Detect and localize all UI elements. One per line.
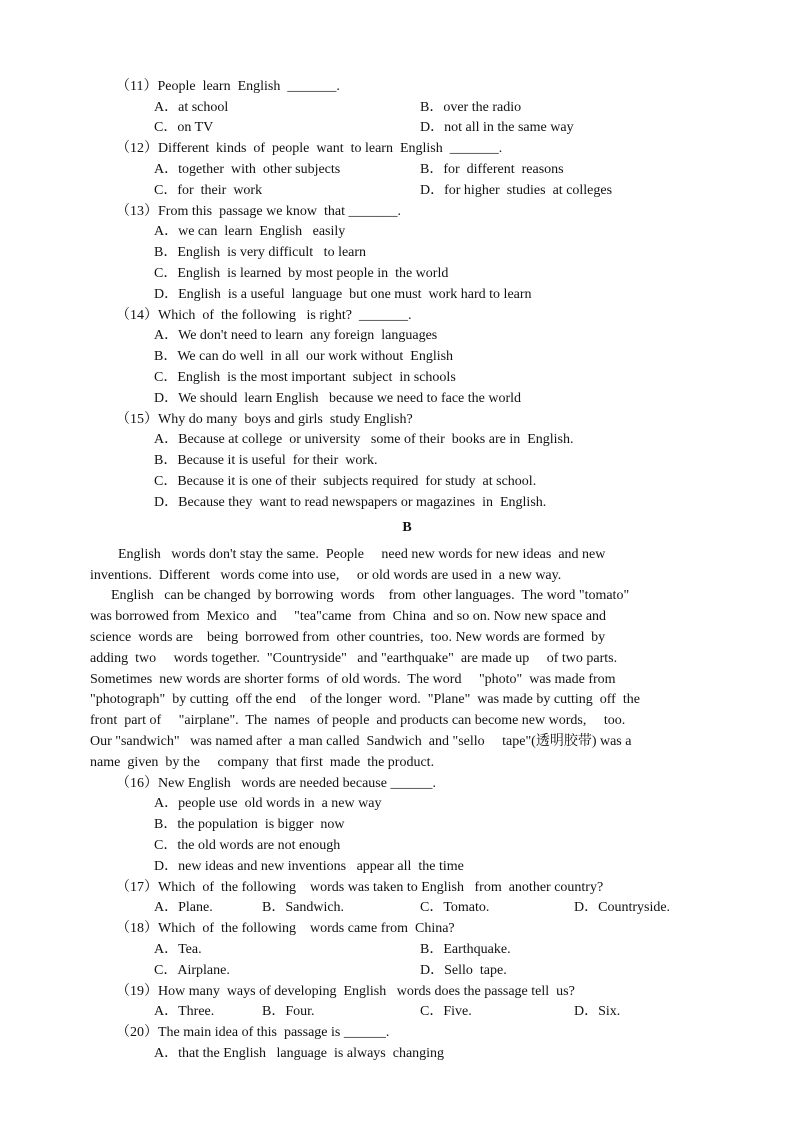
question-15-option-b: B．Because it is useful for their work. <box>154 453 378 468</box>
question-15-option-a: A．Because at college or university some of their books are in English. <box>154 432 574 447</box>
question-13-option-b: B．English is very difficult to learn <box>154 245 367 260</box>
question-16-option-b: B．the population is bigger now <box>154 817 345 832</box>
question-11-option-c: C．on TV <box>154 120 214 135</box>
passage-line: inventions. Different words come into use, or old words are used in a new way. <box>90 568 562 583</box>
question-12-option-a: A．together with other subjects <box>154 162 341 177</box>
question-19-option-a: A．Three. <box>154 1004 215 1019</box>
passage-line: Sometimes new words are shorter forms of old words. The word "photo" was made from <box>90 672 616 687</box>
question-18-option-b: B．Earthquake. <box>420 942 511 957</box>
question-18-option-c: C．Airplane. <box>154 963 230 978</box>
question-12-stem: （12）Different kinds of people want to learn English _______. <box>116 141 503 156</box>
question-17-option-b: B．Sandwich. <box>262 900 345 915</box>
question-13-option-c: C．English is learned by most people in the world <box>154 266 449 281</box>
question-13-option-d: D．English is a useful language but one must work hard to learn <box>154 287 532 302</box>
question-11-option-d: D．not all in the same way <box>420 120 574 135</box>
question-16-stem: （16）New English words are needed because ______. <box>116 776 436 791</box>
question-20-option-a: A．that the English language is always changing <box>154 1046 445 1061</box>
question-18-option-d: D．Sello tape. <box>420 963 507 978</box>
question-17-option-d: D．Countryside. <box>574 900 671 915</box>
question-16-option-c: C．the old words are not enough <box>154 838 341 853</box>
question-11-stem: （11）People learn English _______. <box>116 79 340 94</box>
question-15-stem: （15）Why do many boys and girls study English? <box>116 412 413 427</box>
question-18-option-a: A．Tea. <box>154 942 202 957</box>
question-19-option-b: B．Four. <box>262 1004 315 1019</box>
passage-line: English words don't stay the same. People need new words for new ideas and new <box>90 547 606 562</box>
passage-line: front part of "airplane". The names of people and products can become new words, too. <box>90 713 626 728</box>
question-17-stem: （17）Which of the following words was taken to English from another country? <box>116 880 604 895</box>
question-11-option-b: B．over the radio <box>420 100 522 115</box>
question-12-option-d: D．for higher studies at colleges <box>420 183 613 198</box>
question-14-option-a: A．We don't need to learn any foreign languages <box>154 328 438 343</box>
question-17-option-a: A．Plane. <box>154 900 213 915</box>
passage-line: Our "sandwich" was named after a man called Sandwich and "sello tape"(透明胶带) was a <box>90 734 632 749</box>
question-14-stem: （14）Which of the following is right? _______. <box>116 308 412 323</box>
question-15-option-c: C．Because it is one of their subjects required for study at school. <box>154 474 537 489</box>
passage-line: "photograph" by cutting off the end of the longer word. "Plane" was made by cutting off the <box>90 692 640 707</box>
question-16-option-a: A．people use old words in a new way <box>154 796 382 811</box>
question-17-option-c: C．Tomato. <box>420 900 490 915</box>
question-15-option-d: D．Because they want to read newspapers or magazines in English. <box>154 495 547 510</box>
question-14-option-b: B．We can do well in all our work without English <box>154 349 454 364</box>
question-12-option-c: C．for their work <box>154 183 263 198</box>
passage-line: adding two words together. "Countryside" and "earthquake" are made up of two parts. <box>90 651 618 666</box>
passage-line: science words are being borrowed from other countries, too. New words are formed by <box>90 630 606 645</box>
question-14-option-c: C．English is the most important subject in schools <box>154 370 456 385</box>
question-13-option-a: A．we can learn English easily <box>154 224 346 239</box>
section-b-heading: B <box>402 520 412 535</box>
question-19-stem: （19）How many ways of developing English words does the passage tell us? <box>116 984 575 999</box>
question-19-option-d: D．Six. <box>574 1004 621 1019</box>
passage-line: name given by the company that first made the product. <box>90 755 435 770</box>
passage-line: was borrowed from Mexico and "tea"came from China and so on. Now new space and <box>90 609 607 624</box>
question-19-option-c: C．Five. <box>420 1004 472 1019</box>
question-12-option-b: B．for different reasons <box>420 162 564 177</box>
question-13-stem: （13）From this passage we know that _______. <box>116 204 402 219</box>
passage-line: English can be changed by borrowing words from other languages. The word "tomato" <box>90 588 630 603</box>
question-16-option-d: D．new ideas and new inventions appear all the time <box>154 859 464 874</box>
question-20-stem: （20）The main idea of this passage is ______. <box>116 1025 390 1040</box>
question-18-stem: （18）Which of the following words came from China? <box>116 921 455 936</box>
question-14-option-d: D．We should learn English because we need to face the world <box>154 391 522 406</box>
question-11-option-a: A．at school <box>154 100 229 115</box>
